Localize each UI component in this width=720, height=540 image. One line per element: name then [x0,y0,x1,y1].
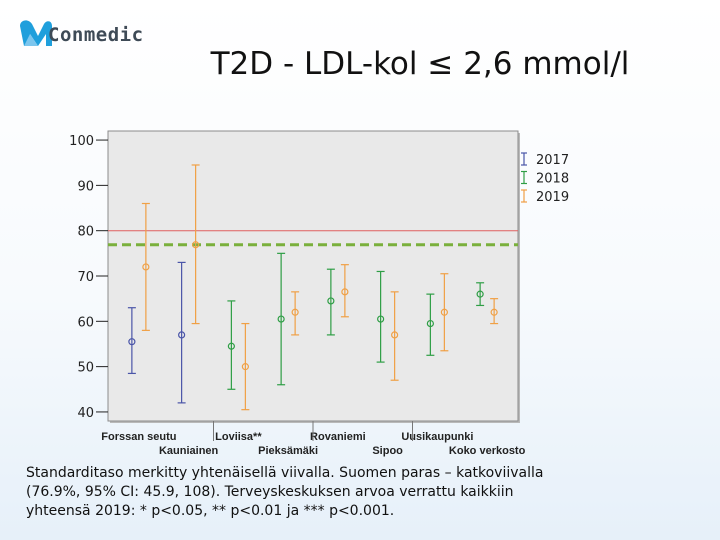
caption-line-3: yhteensä 2019: * p<0.05, ** p<0.01 ja *** p<0.001. [26,503,395,519]
plot-area [108,131,518,421]
y-tick-label: 80 [77,224,94,240]
legend-item-2019 [521,190,569,205]
y-tick-label: 40 [77,405,94,421]
legend-item-2018 [521,172,569,187]
x-tick-label: Loviisa** [215,431,262,443]
y-tick-label: 100 [69,134,94,150]
y-tick-label: 60 [77,315,94,331]
x-tick-label: Uusikaupunki [401,431,474,443]
x-tick-label: Rovaniemi [310,431,366,443]
x-tick-label: Sipoo [372,445,403,457]
legend-label: 2017 [536,153,570,168]
caption [26,464,706,521]
y-tick-label: 90 [77,179,94,195]
x-tick-label: Pieksämäki [258,445,319,457]
caption-line-2: (76.9%, 95% CI: 45.9, 108). Terveyskeskuksen arvoa verrattu kaikkiin [26,484,514,500]
logo-text: Conmedic [48,24,144,46]
x-tick-label: Kauniainen [158,445,219,457]
caption-line-1: Standarditaso merkitty yhtenäisellä viivalla. Suomen paras – katkoviivalla [26,465,544,481]
x-tick-label: Koko verkosto [448,445,526,457]
legend-item-2017 [521,153,569,168]
y-tick-label: 50 [77,360,94,376]
y-tick-label: 70 [77,270,94,285]
legend-label: 2018 [536,171,570,187]
legend-label: 2019 [536,190,570,205]
x-tick-label: Forssan seutu [101,431,177,443]
slide-title: T2D - LDL-kol ≤ 2,6 mmol/l [210,46,630,82]
